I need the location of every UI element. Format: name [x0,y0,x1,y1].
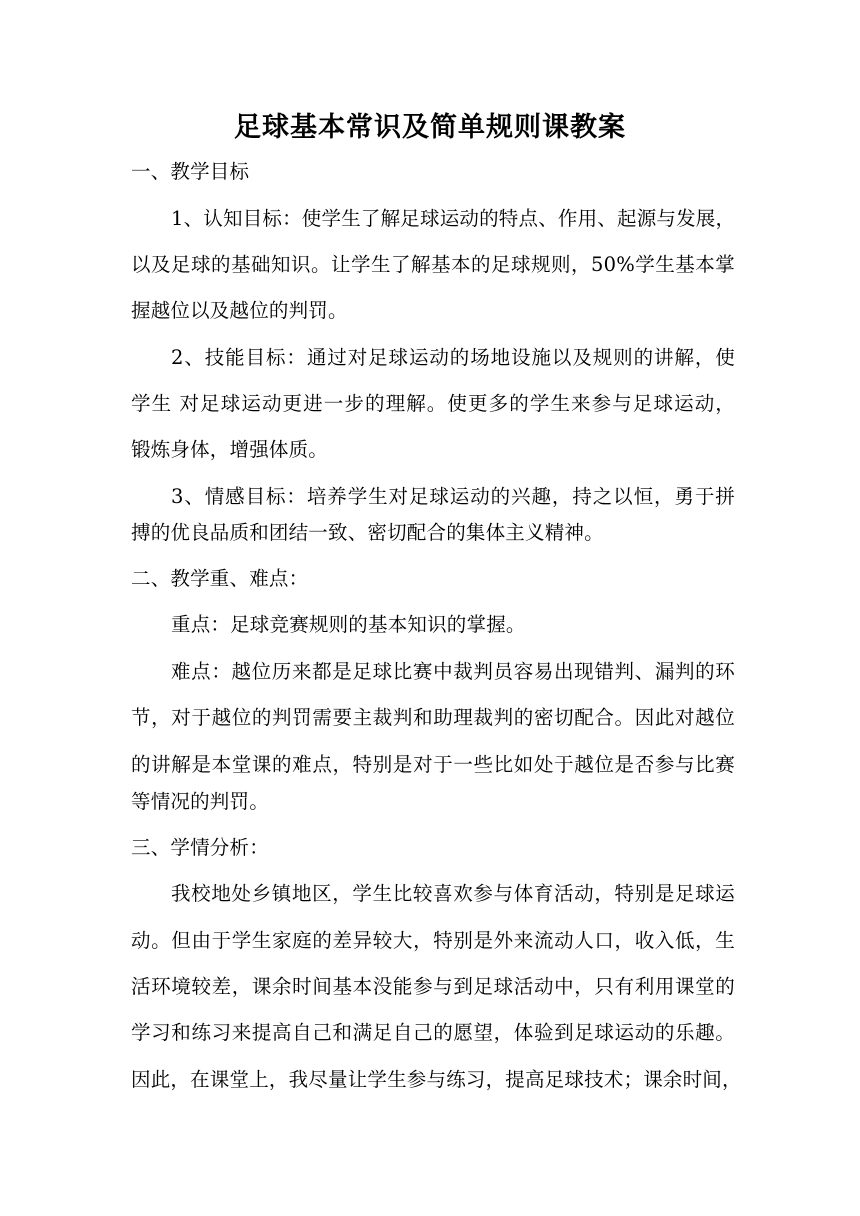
paragraph-line: 1、认知目标：使学生了解足球运动的特点、作用、起源与发展， [171,207,736,230]
paragraph-line: 活环境较差，课余时间基本没能参与到足球活动中，只有利用课堂的 [131,975,735,998]
paragraph-line: 2、技能目标：通过对足球运动的场地设施以及规则的讲解，使 [171,346,735,369]
section-heading-key-points: 二、教学重、难点： [131,567,309,590]
section-heading-student-analysis: 三、学情分析： [131,836,269,859]
paragraph-line: 重点：足球竞赛规则的基本知识的掌握。 [171,613,526,636]
paragraph-line: 因此，在课堂上，我尽量让学生参与练习，提高足球技术；课余时间， [131,1068,742,1091]
section-heading-teaching-goals: 一、教学目标 [131,160,250,183]
paragraph-line: 以及足球的基础知识。让学生了解基本的足球规则，50%学生基本掌 [131,253,735,276]
document-title: 足球基本常识及简单规则课教案 [234,112,626,143]
paragraph-line: 等情况的判罚。 [131,790,269,813]
paragraph-line: 难点：越位历来都是足球比赛中裁判员容易出现错判、漏判的环 [171,660,735,683]
paragraph-line: 节，对于越位的判罚需要主裁判和助理裁判的密切配合。因此对越位 [131,706,735,729]
paragraph-line: 学习和练习来提高自己和满足自己的愿望，体验到足球运动的乐趣。 [131,1021,735,1044]
paragraph-line: 的讲解是本堂课的难点，特别是对于一些比如处于越位是否参与比赛 [131,753,735,776]
paragraph-line: 3、情感目标：培养学生对足球运动的兴趣，持之以恒，勇于拼 [171,485,735,508]
paragraph-line: 动。但由于学生家庭的差异较大，特别是外来流动人口，收入低，生 [131,929,735,952]
paragraph-line: 握越位以及越位的判罚。 [131,299,348,322]
paragraph-line: 我校地处乡镇地区，学生比较喜欢参与体育活动，特别是足球运 [171,882,735,905]
paragraph-line: 锻炼身体，增强体质。 [131,438,329,461]
paragraph-line: 搏的优良品质和团结一致、密切配合的集体主义精神。 [131,521,604,544]
paragraph-line: 学生 对足球运动更进一步的理解。使更多的学生来参与足球运动， [131,392,735,415]
